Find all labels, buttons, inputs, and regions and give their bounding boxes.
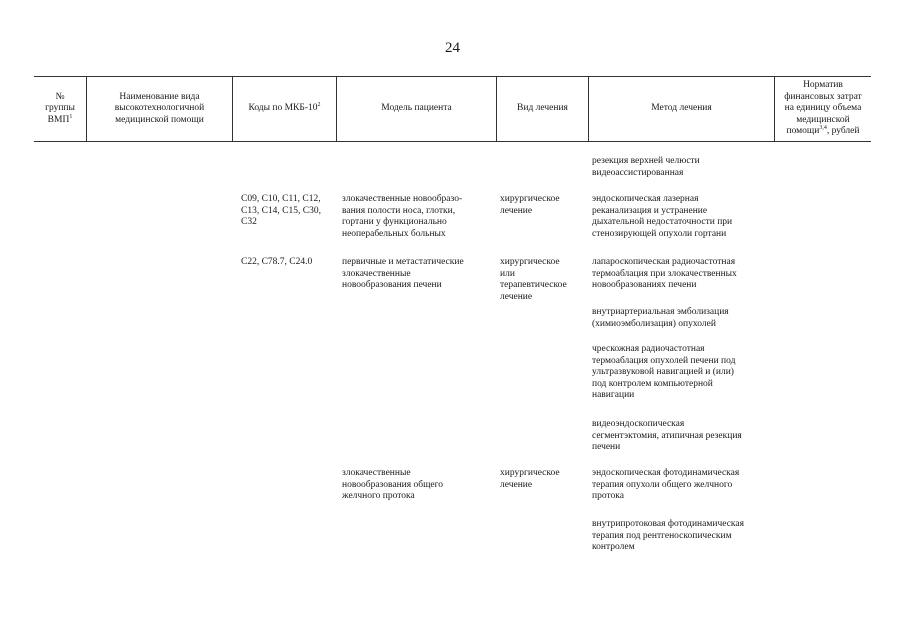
- method-line: эндоскопическая лазерная: [592, 194, 699, 204]
- header-treatment-method: [589, 77, 774, 141]
- treatment-type-cell: [500, 257, 567, 303]
- method-line: термоаблация при злокачественных: [592, 268, 737, 279]
- method-line: терапия опухоли общего желчного: [592, 479, 733, 490]
- header-text-line: медицинской помощи: [115, 114, 204, 125]
- method-cell: [592, 156, 700, 179]
- method-cell: [592, 194, 732, 240]
- header-text-line: финансовых затрат: [784, 91, 862, 102]
- method-cell: [592, 468, 739, 503]
- codes-line: C22, C78.7, C24.0: [241, 257, 313, 267]
- method-line: (химиоэмболизация) опухолей: [592, 318, 716, 329]
- treatment-type-cell: [500, 468, 560, 491]
- header-text-line: группы: [45, 103, 75, 114]
- method-line: эндоскопическая фотодинамическая: [592, 468, 740, 478]
- treatment-line: терапевтическое: [500, 280, 567, 290]
- method-line: под контролем компьютерной: [592, 378, 713, 389]
- method-line: терапия под рентгеноскопическим: [592, 530, 732, 541]
- method-line: сегментэктомия, атипичная резекция: [592, 430, 742, 441]
- header-text-line: , рублей: [826, 126, 860, 137]
- header-group-number: [34, 77, 86, 141]
- method-line: стенозирующей опухоли гортани: [592, 228, 727, 239]
- method-line: ультразвуковой навигацией и (или): [592, 367, 734, 377]
- icd-codes-cell: [241, 257, 312, 269]
- method-line: дыхательной недостаточности при: [592, 217, 733, 227]
- method-line: реканализация и устранение: [592, 205, 708, 216]
- treatment-line: лечение: [500, 205, 533, 216]
- model-line: злокачественные новообразо-: [342, 194, 463, 204]
- method-line: новообразованиях печени: [592, 280, 697, 290]
- method-cell: [592, 419, 742, 454]
- model-line: неоперабельных больных: [342, 228, 446, 239]
- header-text-line: Модель пациента: [381, 103, 452, 114]
- method-cell: [592, 257, 737, 292]
- header-text-line: Вид лечения: [517, 103, 568, 114]
- treatment-line: хирургическое: [500, 194, 560, 204]
- treatment-line: хирургическое: [500, 468, 560, 478]
- treatment-line: хирургическое: [500, 257, 560, 267]
- treatment-line: лечение: [500, 291, 533, 302]
- header-care-type-name: [87, 77, 232, 141]
- model-line: злокачественные: [342, 468, 411, 478]
- method-cell: [592, 344, 735, 402]
- method-line: чрескожная радиочастотная: [592, 344, 705, 354]
- codes-line: C13, C14, C15, C30,: [241, 205, 321, 216]
- header-text-line: Метод лечения: [651, 103, 712, 114]
- model-line: желчного протока: [342, 491, 415, 501]
- patient-model-cell: [342, 257, 464, 292]
- header-text-line: помощи: [786, 126, 820, 137]
- model-line: новообразования печени: [342, 280, 442, 290]
- header-text-line: на единицу объема: [784, 103, 862, 114]
- method-line: навигации: [592, 390, 635, 400]
- method-line: контролем: [592, 542, 635, 552]
- header-icd-codes: [233, 77, 336, 141]
- model-line: гортани у функционально: [342, 217, 447, 227]
- header-text-line: ВМП: [47, 114, 70, 125]
- patient-model-cell: [342, 194, 462, 240]
- header-treatment-type: [497, 77, 588, 141]
- method-line: протока: [592, 491, 624, 501]
- header-text-line: высокотехнологичной: [114, 103, 205, 114]
- method-line: видеоэндоскопическая: [592, 419, 685, 429]
- method-line: резекция верхней челюсти: [592, 156, 700, 166]
- treatment-type-cell: [500, 194, 560, 217]
- model-line: злокачественные: [342, 268, 411, 279]
- footnote-mark: 3,4: [819, 125, 827, 132]
- header-text-line: №: [55, 91, 65, 102]
- codes-line: C09, C10, C11, C12,: [241, 194, 321, 204]
- method-line: термоаблация опухолей печени под: [592, 355, 736, 366]
- footnote-mark: 1: [69, 113, 73, 120]
- method-line: внутриартериальная эмболизация: [592, 307, 729, 317]
- model-line: новообразования общего: [342, 479, 444, 490]
- header-cost-standard: [775, 77, 871, 141]
- footnote-mark: 2: [317, 102, 321, 109]
- method-line: лапароскопическая радиочастотная: [592, 257, 736, 267]
- icd-codes-cell: [241, 194, 321, 229]
- model-line: первичные и метастатические: [342, 257, 464, 267]
- page-number: 24: [445, 40, 460, 56]
- treatment-line: лечение: [500, 479, 533, 490]
- header-text-line: Норматив: [803, 80, 843, 91]
- header-patient-model: [337, 77, 496, 141]
- method-cell: [592, 519, 744, 554]
- codes-line: C32: [241, 217, 257, 227]
- model-line: вания полости носа, глотки,: [342, 205, 456, 216]
- header-text-line: Наименование вида: [119, 91, 200, 102]
- method-line: внутрипротоковая фотодинамическая: [592, 519, 744, 529]
- patient-model-cell: [342, 468, 443, 503]
- header-text-line: медицинской: [796, 114, 850, 125]
- header-text-line: Коды по МКБ-10: [248, 103, 318, 114]
- treatment-line: или: [500, 268, 515, 279]
- method-line: печени: [592, 442, 621, 452]
- table-header-bottom-border: [34, 141, 871, 142]
- method-cell: [592, 307, 729, 330]
- method-line: видеоассистированная: [592, 167, 684, 178]
